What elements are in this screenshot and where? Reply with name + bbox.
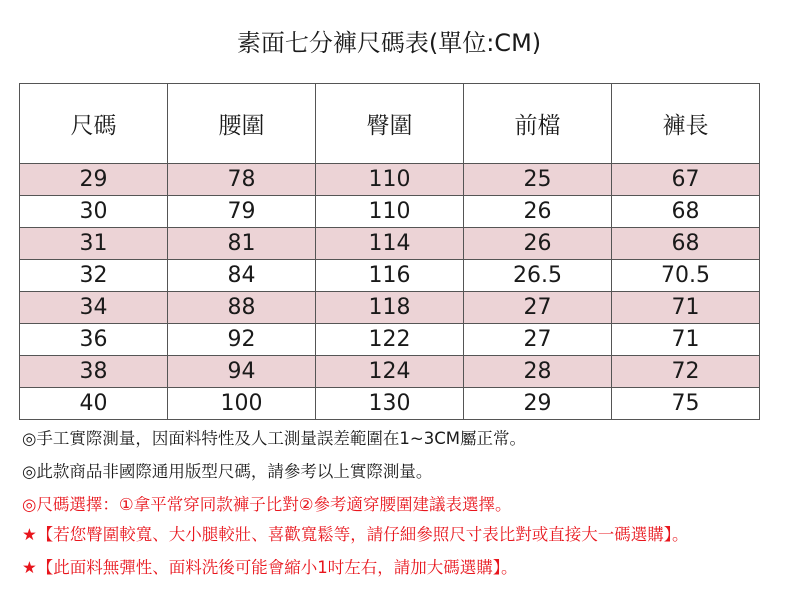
cell-front-rise: 25 (464, 164, 612, 196)
note-measurement-tolerance: ◎手工實際測量，因面料特性及人工測量誤差範圍在1~3CM屬正常。 (22, 429, 526, 448)
cell-waist: 84 (168, 260, 316, 292)
cell-waist: 92 (168, 324, 316, 356)
cell-waist: 88 (168, 292, 316, 324)
cell-hip: 114 (316, 228, 464, 260)
cell-waist: 81 (168, 228, 316, 260)
cell-front-rise: 26.5 (464, 260, 612, 292)
notes-section (22, 426, 762, 588)
note-non-standard-sizing: ◎此款商品非國際通用版型尺碼，請參考以上實際測量。 (22, 462, 433, 481)
note-size-selection: ◎尺碼選擇：①拿平常穿同款褲子比對②參考適穿腰圍建議表選擇。 (22, 495, 512, 514)
cell-front-rise: 29 (464, 388, 612, 420)
table-row (20, 292, 760, 324)
cell-length: 68 (612, 196, 760, 228)
table-row (20, 196, 760, 228)
header-front-rise: 前檔 (464, 84, 612, 164)
header-waist: 腰圍 (168, 84, 316, 164)
cell-size: 30 (20, 196, 168, 228)
cell-hip: 122 (316, 324, 464, 356)
cell-front-rise: 28 (464, 356, 612, 388)
page-title: 素面七分褲尺碼表(單位:CM) (236, 29, 542, 57)
header-size: 尺碼 (20, 84, 168, 164)
cell-size: 31 (20, 228, 168, 260)
cell-size: 40 (20, 388, 168, 420)
table-row (20, 356, 760, 388)
cell-length: 68 (612, 228, 760, 260)
table-row (20, 260, 760, 292)
cell-size: 32 (20, 260, 168, 292)
cell-hip: 118 (316, 292, 464, 324)
cell-hip: 124 (316, 356, 464, 388)
cell-front-rise: 26 (464, 228, 612, 260)
note-non-stretch-fabric: ★【此面料無彈性、面料洗後可能會縮小1吋左右，請加大碼選購】。 (22, 558, 518, 577)
cell-length: 75 (612, 388, 760, 420)
cell-size: 34 (20, 292, 168, 324)
cell-front-rise: 27 (464, 324, 612, 356)
table-row (20, 388, 760, 420)
cell-hip: 130 (316, 388, 464, 420)
cell-size: 38 (20, 356, 168, 388)
cell-size: 29 (20, 164, 168, 196)
cell-waist: 100 (168, 388, 316, 420)
cell-hip: 116 (316, 260, 464, 292)
cell-length: 70.5 (612, 260, 760, 292)
cell-waist: 79 (168, 196, 316, 228)
cell-hip: 110 (316, 196, 464, 228)
table-row (20, 324, 760, 356)
header-hip: 臀圍 (316, 84, 464, 164)
cell-waist: 94 (168, 356, 316, 388)
table-row (20, 164, 760, 196)
cell-length: 71 (612, 292, 760, 324)
note-wide-hip-advice: ★【若您臀圍較寬、大小腿較壯、喜歡寬鬆等，請仔細參照尺寸表比對或直接大一碼選購】。 (22, 525, 689, 544)
cell-hip: 110 (316, 164, 464, 196)
header-length: 褲長 (612, 84, 760, 164)
cell-length: 67 (612, 164, 760, 196)
cell-front-rise: 27 (464, 292, 612, 324)
cell-front-rise: 26 (464, 196, 612, 228)
cell-length: 72 (612, 356, 760, 388)
cell-length: 71 (612, 324, 760, 356)
cell-waist: 78 (168, 164, 316, 196)
table-header-row (20, 84, 760, 164)
size-chart-table (19, 83, 760, 420)
table-row (20, 228, 760, 260)
cell-size: 36 (20, 324, 168, 356)
